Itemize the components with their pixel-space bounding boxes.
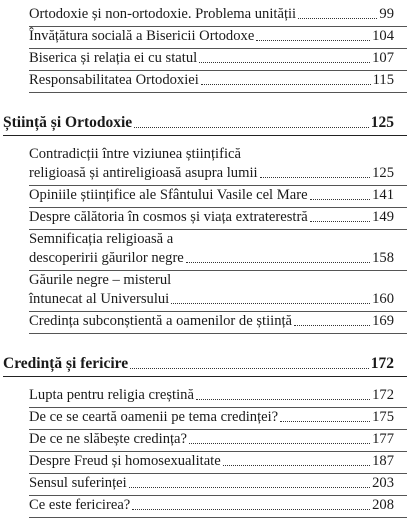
entry-separator — [29, 229, 407, 230]
entry-title-line: De ce ne slăbește credința? — [29, 431, 188, 447]
entry-page-number: 172 — [372, 387, 394, 403]
chapter-line — [3, 355, 394, 373]
entry-page-number: 104 — [372, 28, 394, 44]
entry-title-line: întunecat al Universului — [29, 291, 170, 307]
entry-separator — [29, 70, 407, 71]
dot-leader — [310, 220, 370, 222]
entry-line — [29, 187, 394, 204]
entry-separator — [29, 26, 407, 27]
entry-title-line: Învățătura socială a Bisericii Ortodoxe — [29, 28, 255, 44]
dot-leader — [310, 198, 371, 200]
entry-page-number: 208 — [372, 497, 394, 513]
toc-entry[interactable] — [0, 475, 410, 494]
chapter-title: Credință și fericire — [3, 355, 129, 372]
entry-title-line: Responsabilitatea Ortodoxiei — [29, 72, 199, 88]
entry-title-line: Ortodoxie și non-ortodoxie. Problema unității — [29, 6, 297, 22]
entry-line — [29, 28, 394, 45]
dot-leader — [130, 367, 369, 369]
entry-line — [29, 272, 394, 289]
toc-entry[interactable] — [0, 313, 410, 332]
dot-leader — [171, 302, 370, 304]
toc-entry[interactable] — [0, 453, 410, 472]
entry-page-number: 99 — [379, 6, 394, 22]
entry-line — [29, 313, 394, 330]
entry-separator — [29, 92, 407, 93]
entry-line — [29, 209, 394, 226]
chapter-rule — [3, 135, 407, 136]
toc-entry[interactable] — [0, 209, 410, 228]
entry-title-line: religioasă și antireligioasă asupra lumii — [29, 165, 258, 181]
entry-page-number: 115 — [372, 72, 394, 88]
toc-entry[interactable] — [0, 409, 410, 428]
dot-leader — [186, 261, 370, 263]
entry-page-number: 169 — [372, 313, 394, 329]
entry-title-line: Credința subconștientă a oamenilor de știință — [29, 313, 293, 329]
entry-title-line: Biserica și relația ei cu statul — [29, 50, 198, 66]
entry-separator — [29, 451, 407, 452]
dot-leader — [199, 61, 370, 63]
toc-entry[interactable] — [0, 72, 410, 91]
entry-page-number: 107 — [372, 50, 394, 66]
entry-line — [29, 387, 394, 404]
entry-separator — [29, 185, 407, 186]
entry-separator — [29, 48, 407, 49]
entry-page-number: 175 — [372, 409, 394, 425]
dot-leader — [280, 420, 370, 422]
entry-page-number: 149 — [372, 209, 394, 225]
entry-page-number: 141 — [372, 187, 394, 203]
entry-line — [29, 291, 394, 308]
entry-line — [29, 165, 394, 182]
dot-leader — [201, 83, 371, 85]
toc-entry[interactable] — [0, 50, 410, 69]
entry-line — [29, 231, 394, 248]
dot-leader — [129, 486, 370, 488]
entry-line — [29, 453, 394, 470]
entry-title-line: Sensul suferinței — [29, 475, 127, 491]
entry-separator — [29, 270, 407, 271]
chapter-page-number: 172 — [370, 355, 394, 372]
entry-separator — [29, 429, 407, 430]
toc-entry[interactable] — [0, 431, 410, 450]
entry-title-line: Lupta pentru religia creștină — [29, 387, 194, 403]
entry-line — [29, 409, 394, 426]
entry-title-line: Despre călătoria în cosmos și viața extraterestră — [29, 209, 308, 225]
entry-separator — [29, 473, 407, 474]
chapter-rule — [3, 376, 407, 377]
dot-leader — [223, 464, 370, 466]
entry-line — [29, 497, 394, 514]
entry-line — [29, 250, 394, 267]
entry-title-line: Despre Freud și homosexualitate — [29, 453, 221, 469]
entry-title-line: Opiniile științifice ale Sfântului Vasile cel Mare — [29, 187, 308, 203]
toc-entry[interactable] — [0, 6, 410, 25]
entry-page-number: 177 — [372, 431, 394, 447]
toc-entry[interactable] — [0, 231, 410, 269]
entry-line — [29, 475, 394, 492]
entry-separator — [29, 333, 407, 334]
toc-entry[interactable] — [0, 272, 410, 310]
entry-title-line: descoperirii găurilor negre — [29, 250, 184, 266]
entry-title-line: Semnificația religioasă a — [29, 231, 174, 247]
dot-leader — [134, 126, 369, 128]
toc-entry[interactable] — [0, 387, 410, 406]
chapter-page-number: 125 — [370, 114, 394, 131]
entry-page-number: 203 — [372, 475, 394, 491]
dot-leader — [189, 442, 370, 444]
entry-page-number: 160 — [372, 291, 394, 307]
chapter-line — [3, 114, 394, 132]
toc-entry[interactable] — [0, 187, 410, 206]
toc-entry[interactable] — [0, 497, 410, 516]
dot-leader — [294, 324, 370, 326]
entry-separator — [29, 207, 407, 208]
entry-line — [29, 50, 394, 67]
dot-leader — [256, 39, 370, 41]
entry-page-number: 125 — [372, 165, 394, 181]
chapter-heading[interactable] — [0, 355, 410, 379]
entry-line — [29, 6, 394, 23]
entry-page-number: 158 — [372, 250, 394, 266]
chapter-title: Știință și Ortodoxie — [3, 114, 133, 131]
entry-title-line: De ce se ceartă oamenii pe tema credinței? — [29, 409, 279, 425]
toc-entry[interactable] — [0, 146, 410, 184]
dot-leader — [132, 508, 370, 510]
entry-title-line: Găurile negre – misterul — [29, 272, 172, 288]
entry-separator — [29, 407, 407, 408]
entry-separator — [29, 495, 407, 496]
entry-line — [29, 72, 394, 89]
entry-line — [29, 146, 394, 163]
toc-entry[interactable] — [0, 28, 410, 47]
dot-leader — [196, 398, 370, 400]
entry-page-number: 187 — [372, 453, 394, 469]
entry-line — [29, 431, 394, 448]
chapter-heading[interactable] — [0, 114, 410, 138]
entry-title-line: Contradicții între viziunea științifică — [29, 146, 241, 162]
entry-separator — [29, 311, 407, 312]
entry-title-line: Ce este fericirea? — [29, 497, 131, 513]
dot-leader — [298, 17, 377, 19]
dot-leader — [260, 176, 371, 178]
